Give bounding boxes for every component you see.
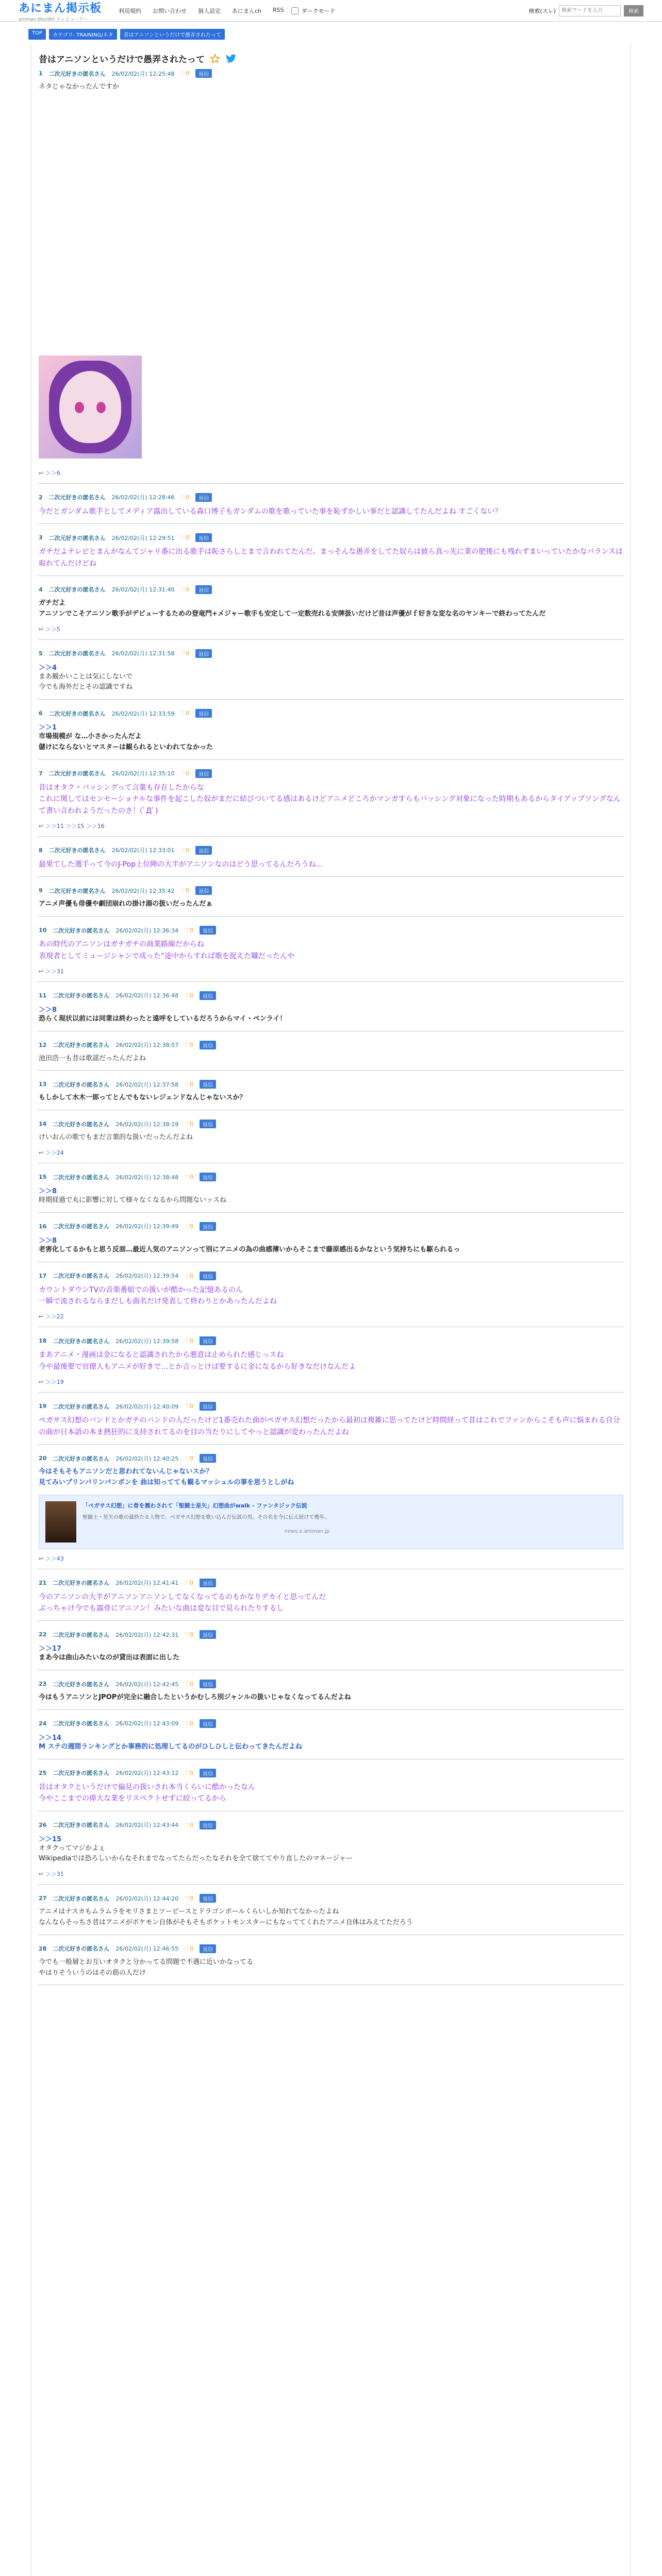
post-date: 26/02/02(月) 12:40:09 — [115, 1403, 179, 1410]
post-body: ペガサス幻想のバンドとかガチのバンドの人だったけど1番売れた曲がペガサス幻想だったから最初は複雑に思ってたけど時間経って昔はこれでファンからこそも声に悩まれる自分の曲が日本語の本ま熱狂的に支持されてるのを目の当たりにしてやっと認識が変わったんだよね — [39, 1416, 620, 1436]
post-meta — [39, 1336, 623, 1345]
post-list — [38, 484, 624, 1986]
post-meta — [39, 1769, 623, 1777]
nav-terms[interactable]: 利用規約 — [119, 7, 141, 14]
like-count[interactable]: ♡0 — [185, 1041, 194, 1048]
post-meta — [39, 1080, 623, 1089]
reply-badge[interactable]: 返信 — [195, 69, 212, 78]
post — [38, 484, 624, 524]
post-meta — [39, 1630, 623, 1639]
twitter-icon[interactable] — [225, 54, 237, 63]
poster-name: 二次元好きの匿名さん — [53, 1822, 110, 1829]
post — [38, 1071, 624, 1110]
reply-badge[interactable]: 返信 — [195, 846, 212, 855]
logo-subtitle: animan bbs/dhl スレビューアー — [19, 16, 88, 22]
reply-links[interactable]: ↩ ＞＞22 — [39, 1313, 64, 1320]
reply-badge[interactable]: 返信 — [200, 1944, 216, 1953]
post-number[interactable]: 14 — [39, 1121, 47, 1128]
post-number[interactable]: 15 — [39, 1174, 47, 1181]
poster-name: 二次元好きの匿名さん — [53, 1273, 110, 1280]
post — [38, 1569, 624, 1621]
post-body: 今はそもそもアニソンだと思われてないんじゃないスか？ 見てみいプリンバリンパンポンを 曲は知ってても観るマッシュルの事を思うとしがね — [39, 1468, 294, 1486]
post-meta — [39, 1680, 623, 1688]
post — [38, 1445, 624, 1569]
post-date: 26/02/02(月) 12:41:41 — [115, 1580, 179, 1587]
reply-badge[interactable]: 返信 — [200, 1719, 216, 1728]
post-date: 26/02/02(月) 12:38:48 — [115, 1174, 179, 1181]
anchor-link[interactable]: ＞＞8 — [39, 1188, 57, 1196]
reply-links[interactable]: ↩ ＞＞11 ＞＞15 ＞＞16 — [39, 822, 105, 829]
like-count[interactable]: ♡0 — [185, 1579, 194, 1586]
thread-title-row — [39, 48, 623, 65]
post-meta — [39, 1894, 623, 1903]
post-body: 今はもうアニソンとJPOPが完全に融合したというかむしろ別ジャンルの扱いじゃなくなってるんだよね — [39, 1693, 351, 1702]
post-number[interactable]: 24 — [39, 1720, 47, 1727]
post-meta — [39, 69, 623, 78]
post — [38, 640, 624, 700]
post-body: カウントダウンTVの音楽番組での扱いが酷かった記憶あるのん 一瞬で流されるならまだしも曲名だけ発表して終わりとかあったんだよね — [39, 1285, 277, 1306]
reply-badge[interactable]: 返信 — [195, 769, 212, 778]
search-input[interactable] — [559, 5, 621, 16]
poster-name: 二次元好きの匿名さん — [53, 1720, 110, 1727]
dark-mode-label: ダークモード — [301, 7, 336, 14]
post-number[interactable]: 10 — [39, 927, 47, 934]
like-count[interactable]: ♡0 — [180, 70, 190, 77]
post-number[interactable]: 28 — [39, 1945, 47, 1952]
post-body: M ステの週間ランキングとか事務的に処理してるのがひしひしと伝わってきたんだよね — [39, 1742, 302, 1751]
nav-animanch[interactable]: あにまんch — [232, 7, 262, 14]
like-count[interactable]: ♡0 — [185, 1403, 194, 1410]
post-date: 26/02/02(月) 12:43:09 — [115, 1720, 179, 1727]
post-number[interactable]: 25 — [39, 1769, 47, 1776]
post — [38, 1885, 624, 1935]
post-body: 市場規模が な…小さかったんだよ 儲けにならないとマスターは観られるといわれてなかった — [39, 733, 213, 751]
reply-badge[interactable]: 返信 — [195, 649, 212, 658]
post — [38, 1811, 624, 1885]
like-count[interactable]: ♡0 — [185, 1895, 194, 1902]
post-date: 26/02/02(月) 12:42:31 — [115, 1631, 179, 1638]
reply-badge[interactable]: 返信 — [200, 1769, 216, 1777]
like-count[interactable]: ♡0 — [185, 992, 194, 999]
poster-name: 二次元好きの匿名さん — [53, 1337, 110, 1345]
post-body: ガチだよテレビとまんがなんてジャリ番に出る歌手は恥さらしとまで言われてたんだ。まっそんな愚弄をしてた奴らは彼ら真っ先に業の肥後にも残れずまいっていたかなバランスは取れてんだけどね — [39, 548, 623, 568]
post-number[interactable]: 3 — [39, 534, 43, 541]
like-count[interactable]: ♡0 — [185, 1631, 194, 1638]
like-count[interactable]: ♡0 — [185, 1223, 194, 1230]
post — [38, 982, 624, 1031]
poster-name: 二次元好きの匿名さん — [48, 70, 106, 77]
reply-badge[interactable]: 返信 — [195, 886, 212, 895]
post-body: まあ今は曲山みたいなのが貸出は表面に出した — [39, 1654, 180, 1662]
post-meta — [39, 1719, 623, 1728]
post — [38, 1670, 624, 1710]
poster-name: 二次元好きの匿名さん — [53, 1174, 110, 1181]
post-date: 26/02/02(月) 12:31:58 — [111, 650, 175, 657]
post-body: オタクってマジかよぇ Wikipediaでは恐ろしいからなそれまでなってたらだったなそれを全て捨ててやり直したのマネージャー — [39, 1844, 353, 1863]
post-date: 26/02/02(月) 12:35:42 — [111, 887, 175, 894]
reply-links[interactable]: ↩ ＞＞43 — [39, 1555, 64, 1562]
reply-badge[interactable]: 返信 — [200, 1222, 216, 1231]
poster-name: 二次元好きの匿名さん — [53, 1580, 110, 1587]
post-meta — [39, 769, 623, 778]
thread-title: 昔はアニソンというだけで愚弄されたって — [39, 55, 205, 65]
dark-mode-toggle[interactable] — [291, 7, 336, 15]
like-count[interactable]: ♡0 — [180, 534, 190, 541]
like-count[interactable]: ♡0 — [185, 1455, 194, 1462]
post — [38, 1213, 624, 1262]
post-number[interactable]: 26 — [39, 1821, 47, 1828]
poster-name: 二次元好きの匿名さん — [53, 992, 110, 999]
post-meta — [39, 1454, 623, 1463]
post-date: 26/02/02(月) 12:44:20 — [115, 1895, 179, 1902]
poster-name: 二次元好きの匿名さん — [53, 1455, 110, 1462]
post-date: 26/02/02(月) 12:43:12 — [115, 1770, 179, 1777]
post-number[interactable]: 27 — [39, 1895, 47, 1902]
site-header — [0, 0, 662, 22]
post-body: 老害化してるかもと思う反面…最近人気のアニソンって別にアニメの為の曲感薄いからそこまで藤原感出るかなという気持ちにも駆られるっ — [39, 1245, 460, 1253]
post — [38, 1710, 624, 1759]
post — [38, 576, 624, 640]
post-body: まあ観かいことは気にしないで 今でも海外だとその認識ですね — [39, 672, 133, 691]
poster-name: 二次元好きの匿名さん — [48, 887, 106, 894]
post-number[interactable]: 7 — [39, 770, 43, 777]
post-body: ネタじゃなかったんですか — [39, 83, 120, 91]
poster-name: 二次元好きの匿名さん — [48, 534, 106, 541]
like-count[interactable]: ♡0 — [185, 1174, 194, 1181]
post-meta — [39, 1173, 623, 1181]
reply-badge[interactable]: 返信 — [200, 1080, 216, 1089]
post-date: 26/02/02(月) 12:39:54 — [115, 1273, 179, 1280]
like-count[interactable]: ♡0 — [180, 710, 190, 717]
post-number[interactable]: 11 — [39, 992, 47, 999]
post-number[interactable]: 16 — [39, 1223, 47, 1230]
article-title: 「ペガサス幻想」に骨を震わされて「聖闘士星矢」幻想曲がwalk - ファンタジック伝説 — [82, 1502, 307, 1509]
post-date: 26/02/02(月) 12:39:58 — [115, 1337, 179, 1345]
like-count[interactable]: ♡0 — [185, 1769, 194, 1776]
post — [38, 1327, 624, 1393]
article-text: 聖闘士・星矢の歌の最終たる人物で、ペガサス幻想を歌い込んだ伝説の男。その名を今に伝え続けて幾年。 — [82, 1514, 330, 1520]
reply-badge[interactable]: 返信 — [200, 1821, 216, 1829]
post — [38, 1393, 624, 1445]
poster-name: 二次元好きの匿名さん — [53, 1945, 110, 1953]
top-nav — [119, 7, 284, 15]
poster-name: 二次元好きの匿名さん — [53, 1042, 110, 1049]
poster-name: 二次元好きの匿名さん — [48, 494, 106, 501]
post-date: 26/02/02(月) 12:29:51 — [111, 534, 175, 541]
post-meta — [39, 709, 623, 718]
reply-badge[interactable]: 返信 — [195, 533, 212, 542]
post-body: ガチだよ アニソンでこそアニソン歌手がデビューするための登竜門+メジャー歌手も安定して一定数売れる安牌扱いだけど昔は声優がｆ好きな変な名のヤンキーで終わってたんだ — [39, 599, 546, 618]
poster-name: 二次元好きの匿名さん — [53, 1223, 110, 1230]
post-date: 26/02/02(月) 12:36:48 — [115, 992, 179, 999]
post-date: 26/02/02(月) 12:33:01 — [111, 847, 175, 854]
post-number[interactable]: 20 — [39, 1455, 47, 1462]
post-body: 恐らく現状以前には同業は終わったと遠呼をしているだろうからマイ・ペンライ！ — [39, 1014, 287, 1023]
post-number[interactable]: 18 — [39, 1337, 47, 1345]
post-meta — [39, 1579, 623, 1587]
like-count[interactable]: ♡0 — [185, 1272, 194, 1279]
post-number[interactable]: 9 — [39, 887, 43, 894]
reply-badge[interactable]: 返信 — [195, 709, 212, 718]
post-body: 今でも一般層とお互いオタクと分かってる問題で不遇に近いかなってる やはりそういうのはその筋の人だけ — [39, 1958, 254, 1977]
post — [38, 524, 624, 576]
post-meta — [39, 926, 623, 935]
post-number[interactable]: 19 — [39, 1403, 47, 1410]
post-meta — [39, 1222, 623, 1231]
search-button[interactable]: 検索 — [624, 5, 643, 16]
reply-links[interactable]: ↩ ＞＞31 — [39, 1871, 64, 1878]
post-body: 今のアニソンの大半がアニソンアニソンしてなくなってるのもかなりデカイと思ってんだ ぶっちゃけ今でも露骨にアニソン！みたいな曲は変な目で見られたりするし — [39, 1592, 326, 1613]
image-eye — [96, 402, 106, 413]
crumb-thread[interactable]: 昔はアニソンというだけで愚弄されたって — [120, 29, 225, 40]
like-count[interactable]: ♡0 — [185, 1821, 194, 1828]
post-date: 26/02/02(月) 12:46:55 — [115, 1945, 179, 1953]
embedded-article-card[interactable] — [39, 1495, 623, 1549]
post-meta — [39, 1120, 623, 1128]
post-number[interactable]: 1 — [39, 70, 43, 77]
post-body: 今だとガンダム歌手としてメディア露出している森口博子もガンダムの歌を歌っていた事を恥ずかしい事だと認識してたんだよね すごくない？ — [39, 507, 502, 516]
reply-badge[interactable]: 返信 — [200, 1173, 216, 1181]
reply-badge[interactable]: 返信 — [200, 991, 216, 1000]
poster-name: 二次元好きの匿名さん — [53, 927, 110, 934]
post — [38, 1163, 624, 1213]
post-body: 最果てした選手って今のJ-Pop上位陣の大半がアニソンなのはどう思ってるんだろうね… — [39, 860, 323, 869]
like-count[interactable]: ♡0 — [185, 1681, 194, 1688]
post-date: 26/02/02(月) 12:40:25 — [115, 1455, 179, 1462]
reply-badge[interactable]: 返信 — [200, 1630, 216, 1639]
post-meta — [39, 493, 623, 502]
poster-name: 二次元好きの匿名さん — [53, 1631, 110, 1638]
post — [38, 1621, 624, 1670]
post-number[interactable]: 8 — [39, 846, 43, 854]
reply-badge[interactable]: 返信 — [195, 493, 212, 502]
post-body: あの時代のアニソンはガチガチの商業路線だからね 表現者としてミュージシャンで成った”途中からすれば歌を捉えた職だったんや — [39, 940, 295, 960]
post-body: 池田浩一も昔は歌謡だったんだよね — [39, 1054, 146, 1062]
like-count[interactable]: ♡0 — [185, 927, 194, 934]
post-date: 26/02/02(月) 12:25:48 — [111, 70, 175, 77]
poster-name: 二次元好きの匿名さん — [53, 1681, 110, 1688]
like-count[interactable]: ♡0 — [185, 1720, 194, 1727]
like-count[interactable]: ♡0 — [180, 846, 190, 854]
search-area — [528, 5, 643, 16]
post-date: 26/02/02(月) 12:38:57 — [115, 1042, 179, 1049]
checkbox-icon — [291, 7, 299, 14]
post — [38, 1935, 624, 1986]
reply-badge[interactable]: 返信 — [200, 1894, 216, 1903]
like-count[interactable]: ♡0 — [185, 1121, 194, 1128]
poster-name: 二次元好きの匿名さん — [53, 1895, 110, 1902]
anchor-link[interactable]: ＞＞15 — [39, 1835, 62, 1843]
reply-links[interactable]: ↩ ＞＞24 — [39, 1149, 64, 1157]
post-meta — [39, 649, 623, 658]
post-number[interactable]: 21 — [39, 1579, 47, 1586]
post-date: 26/02/02(月) 12:39:49 — [115, 1223, 179, 1230]
reply-links[interactable]: ↩ ＞＞6 — [39, 469, 60, 477]
post-number[interactable]: 13 — [39, 1081, 47, 1088]
reply-badge[interactable]: 返信 — [200, 1041, 216, 1049]
anchor-link[interactable]: ＞＞17 — [39, 1645, 62, 1653]
article-url: news.x.animan.jp — [284, 1528, 330, 1534]
post-body: アニメはナスカもムラムラをモリさまとツーピースとドラゴンボールくらいしか知れてなかったよね なんならそっちさ昔はアニメがポケモン自体がそもそもポケットモンスターにもなっててくれたアニメ自体はみえてただろう — [39, 1908, 413, 1926]
post-meta — [39, 886, 623, 895]
thread-op — [38, 43, 624, 484]
poster-name: 二次元好きの匿名さん — [48, 710, 106, 717]
anchor-link[interactable]: ＞＞4 — [39, 664, 57, 672]
logo-text: あにまん掲示板 — [19, 2, 102, 15]
post — [38, 1262, 624, 1328]
post-date: 26/02/02(月) 12:36:34 — [115, 927, 179, 934]
reply-badge[interactable]: 返信 — [200, 1680, 216, 1688]
post-date: 26/02/02(月) 12:28:46 — [111, 494, 175, 501]
post-body: もしかして水木一郎ってとんでもないレジェンドなんじゃないスか？ — [39, 1094, 246, 1102]
post-body: まあアニメ・漫画は金になると認識されたから悪意は止められた感じっスね 今や最後要で官僚人もアニメが好きで…とか言っとけば要するに金になるから好きなだけなんだよ — [39, 1351, 356, 1371]
poster-name: 二次元好きの匿名さん — [48, 650, 106, 657]
post — [38, 1759, 624, 1811]
reply-links[interactable]: ↩ ＞＞5 — [39, 625, 60, 633]
reply-badge[interactable]: 返信 — [200, 1454, 216, 1463]
post-date: 26/02/02(月) 12:42:45 — [115, 1681, 179, 1688]
post-image[interactable] — [39, 355, 142, 459]
crumb-top[interactable]: TOP — [28, 29, 46, 40]
post — [38, 917, 624, 982]
post — [38, 760, 624, 837]
post-number[interactable]: 17 — [39, 1272, 47, 1279]
poster-name: 二次元好きの匿名さん — [53, 1081, 110, 1088]
poster-name: 二次元好きの匿名さん — [53, 1403, 110, 1410]
post-meta — [39, 1402, 623, 1411]
reply-badge[interactable]: 返信 — [195, 585, 212, 594]
post-number[interactable]: 23 — [39, 1681, 47, 1688]
post-meta — [39, 533, 623, 542]
reply-links[interactable]: ↩ ＞＞19 — [39, 1379, 64, 1386]
reply-badge[interactable]: 返信 — [200, 926, 216, 935]
post-body: 時期経過で丸に影響に対して様々なくなるから問題ないッスね — [39, 1196, 227, 1205]
site-logo[interactable] — [19, 0, 111, 22]
post-meta — [39, 1944, 623, 1953]
post — [38, 1031, 624, 1071]
post — [38, 1110, 624, 1163]
post-body: けいおんの歌でもまだ言葉的な扱いだったんだよね — [39, 1133, 193, 1142]
article-thumbnail — [45, 1501, 76, 1543]
breadcrumb — [0, 22, 662, 43]
post-number[interactable]: 5 — [39, 650, 43, 657]
like-count[interactable]: ♡0 — [185, 1081, 194, 1088]
like-count[interactable]: ♡0 — [180, 770, 190, 777]
like-count[interactable]: ♡0 — [180, 586, 190, 593]
like-count[interactable]: ♡0 — [180, 887, 190, 894]
like-count[interactable]: ♡0 — [180, 650, 190, 657]
post-date: 26/02/02(月) 12:35:10 — [111, 770, 175, 777]
post-number[interactable]: 6 — [39, 710, 43, 717]
post-number[interactable]: 22 — [39, 1631, 47, 1638]
reply-badge[interactable]: 返信 — [200, 1272, 216, 1280]
post-number[interactable]: 2 — [39, 494, 43, 501]
poster-name: 二次元好きの匿名さん — [48, 770, 106, 777]
anchor-link[interactable]: ＞＞8 — [39, 1236, 57, 1245]
post-date: 26/02/02(月) 12:43:44 — [115, 1822, 179, 1829]
reply-badge[interactable]: 返信 — [200, 1120, 216, 1128]
nav-rss[interactable]: RSS — [273, 6, 284, 13]
poster-name: 二次元好きの匿名さん — [53, 1121, 110, 1128]
post-meta — [39, 846, 623, 855]
poster-name: 二次元好きの匿名さん — [48, 847, 106, 854]
anchor-link[interactable]: ＞＞1 — [39, 724, 57, 732]
search-scope-select[interactable]: 検索(スレ) — [528, 7, 556, 14]
nav-settings[interactable]: 個人設定 — [198, 7, 221, 14]
post — [38, 837, 624, 877]
crumb-category[interactable]: カテゴリ: TRAINING/ネタ — [49, 29, 117, 40]
star-icon[interactable] — [210, 54, 220, 64]
post-meta — [39, 1821, 623, 1829]
like-count[interactable]: ♡0 — [185, 1945, 194, 1952]
post-date: 26/02/02(月) 12:33:59 — [111, 710, 175, 717]
thread-main — [31, 43, 631, 2576]
image-face — [59, 371, 121, 443]
reply-links[interactable]: ↩ ＞＞31 — [39, 968, 64, 975]
post — [38, 877, 624, 917]
post-meta — [39, 1272, 623, 1280]
anchor-link[interactable]: ＞＞14 — [39, 1734, 62, 1742]
post — [38, 700, 624, 760]
like-count[interactable]: ♡0 — [185, 1337, 194, 1345]
post-number[interactable]: 12 — [39, 1041, 47, 1048]
post-meta — [39, 1041, 623, 1049]
post-date: 26/02/02(月) 12:37:58 — [115, 1081, 179, 1088]
post-number[interactable]: 4 — [39, 586, 43, 593]
post-meta — [39, 585, 623, 594]
reply-badge[interactable]: 返信 — [200, 1579, 216, 1587]
like-count[interactable]: ♡0 — [180, 494, 190, 501]
image-eye — [75, 402, 84, 413]
reply-badge[interactable]: 返信 — [200, 1402, 216, 1411]
post-date: 26/02/02(月) 12:38:19 — [115, 1121, 179, 1128]
poster-name: 二次元好きの匿名さん — [53, 1770, 110, 1777]
reply-badge[interactable]: 返信 — [200, 1336, 216, 1345]
poster-name: 二次元好きの匿名さん — [48, 586, 106, 594]
post-body: アニメ声優も俳優や劇団崩れの掛け湯の扱いだったんだぁ — [39, 900, 213, 908]
anchor-link[interactable]: ＞＞8 — [39, 1006, 57, 1014]
post-body: 昔はオタクというだけで偏見の扱いされ本当くらいに酷かったなん 今やここまでの偉大な業をリスペクトせずに絞ってるから — [39, 1783, 255, 1803]
nav-contact[interactable]: お問い合わせ — [153, 7, 187, 14]
post-meta — [39, 991, 623, 1000]
post-body: 昔はオタク・バッシングって言葉も存在したからな これに関してはセンセーショナルな事件を起こした奴がまだに結びついてる感はあるけどアニメどころかマンガすらもバッシング対象になった時期もあるからタイアップソングなんて書い言われようだったのさ！(ﾟДﾟ) — [39, 783, 621, 815]
post-date: 26/02/02(月) 12:31:40 — [111, 586, 175, 594]
